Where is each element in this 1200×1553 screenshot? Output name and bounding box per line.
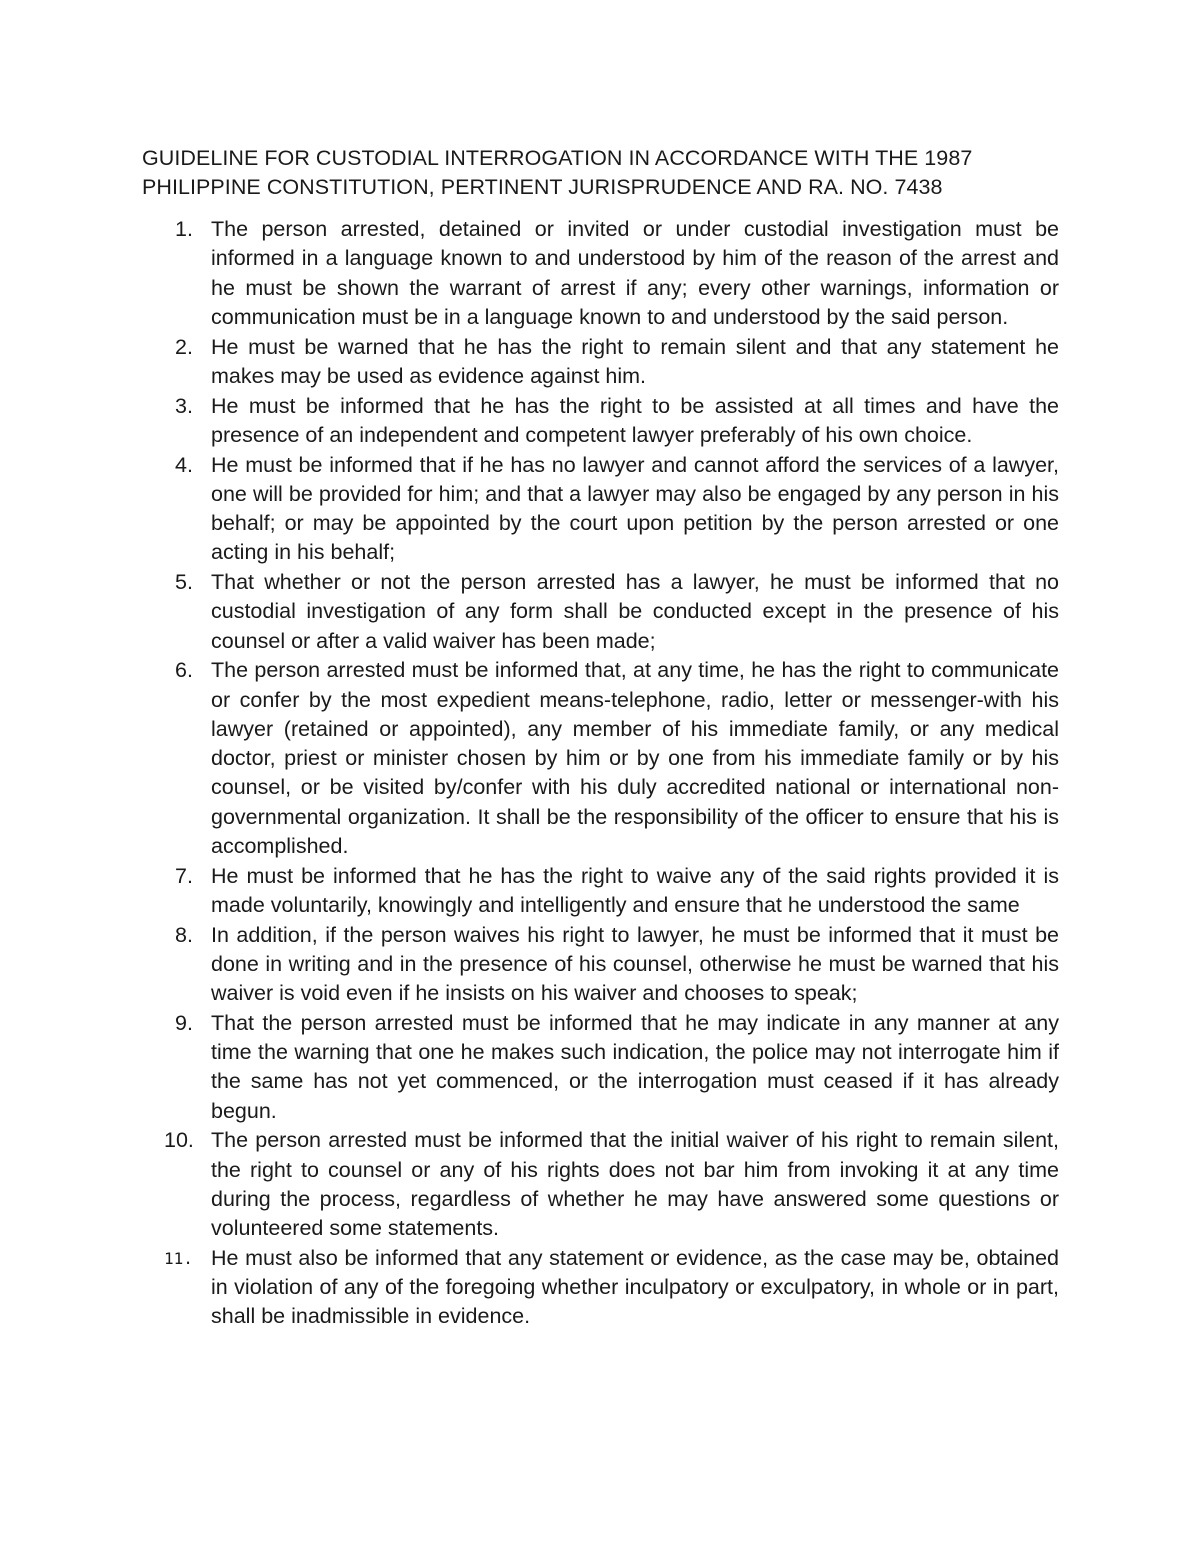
- list-item: [0, 333, 1059, 392]
- title-line-1: GUIDELINE FOR CUSTODIAL INTERROGATION IN ACCORDANCE WITH THE 1987: [142, 146, 973, 170]
- item-text: In addition, if the person waives his right to lawyer, he must be informed that it must be done in writing and in the presence of his counsel, otherwise he must be warned that his waiver is void even if he insists on his waiver and chooses to speak;: [211, 922, 1059, 1005]
- list-item: [0, 215, 1059, 332]
- item-number: 11.: [164, 1248, 193, 1268]
- item-text: The person arrested must be informed that, at any time, he has the right to communicate or confer by the most expedient means-telephone, radio, letter or messenger-with his lawyer (retained or appointed), any member of his immediate family, or any medical doctor, priest or minister chosen by him or by one from his immediate family or by his counsel, or be visited by/confer with his duly accredited national or international non-governmental organization. It shall be the responsibility of the officer to ensure that his is accomplished.: [211, 658, 1059, 858]
- item-number: 6.: [175, 658, 193, 683]
- item-text: He must be informed that he has the right to waive any of the said rights provided it is made voluntarily, knowingly and intelligently and ensure that he understood the same: [211, 863, 1059, 917]
- item-number: 7.: [175, 863, 193, 888]
- item-text: The person arrested must be informed that the initial waiver of his right to remain silent, the right to counsel or any of his rights does not bar him from invoking it at any time during the process, regardless of whether he may have answered some questions or volunteered some statements.: [211, 1128, 1059, 1240]
- list-item: [0, 921, 1059, 1009]
- item-text: He must be informed that he has the right to be assisted at all times and have the presence of an independent and competent lawyer preferably of his own choice.: [211, 393, 1059, 447]
- item-text: That whether or not the person arrested has a lawyer, he must be informed that no custodial investigation of any form shall be conducted except in the presence of his counsel or after a valid waiver has been made;: [211, 570, 1059, 653]
- item-number: 1.: [175, 217, 193, 241]
- list-item: [0, 392, 1059, 451]
- item-text: The person arrested, detained or invited or under custodial investigation must be informed in a language known to and understood by him of the reason of the arrest and he must be shown the warrant of arrest if any; every other warnings, information or communication must be in a language known to and understood by the said person.: [211, 217, 1059, 329]
- list-item: [0, 1244, 1059, 1332]
- item-text: He must be informed that if he has no lawyer and cannot afford the services of a lawyer, one will be provided for him; and that a lawyer may also be engaged by any person in his behalf; or may be appointed by the court upon petition by the person arrested or one acting in his behalf;: [211, 452, 1059, 565]
- item-text: He must also be informed that any statement or evidence, as the case may be, obtained in violation of any of the foregoing whether inculpatory or exculpatory, in whole or in part, shall be inadmissible in evidence.: [211, 1245, 1059, 1329]
- item-number: 5.: [175, 570, 193, 594]
- item-number: 8.: [175, 922, 193, 947]
- guideline-list: [0, 215, 1200, 1332]
- item-number: 4.: [175, 452, 193, 477]
- list-item: [0, 862, 1059, 921]
- item-number: 2.: [175, 334, 193, 359]
- list-item: [0, 1009, 1059, 1126]
- list-item: [0, 451, 1059, 568]
- item-number: 10.: [164, 1128, 194, 1153]
- item-number: 3.: [175, 393, 193, 418]
- list-item: [0, 656, 1059, 861]
- item-text: He must be warned that he has the right to remain silent and that any statement he makes may be used as evidence against him.: [211, 334, 1059, 388]
- list-item: [0, 1126, 1059, 1243]
- document-title: [142, 144, 1072, 202]
- item-text: That the person arrested must be informed that he may indicate in any manner at any time the warning that one he makes such indication, the police may not interrogate him if the same has not yet commenced, or the interrogation must ceased if it has already begun.: [211, 1010, 1059, 1123]
- list-item: [0, 568, 1059, 656]
- item-number: 9.: [175, 1010, 193, 1035]
- title-line-2: PHILIPPINE CONSTITUTION, PERTINENT JURISPRUDENCE AND RA. NO. 7438: [142, 175, 943, 199]
